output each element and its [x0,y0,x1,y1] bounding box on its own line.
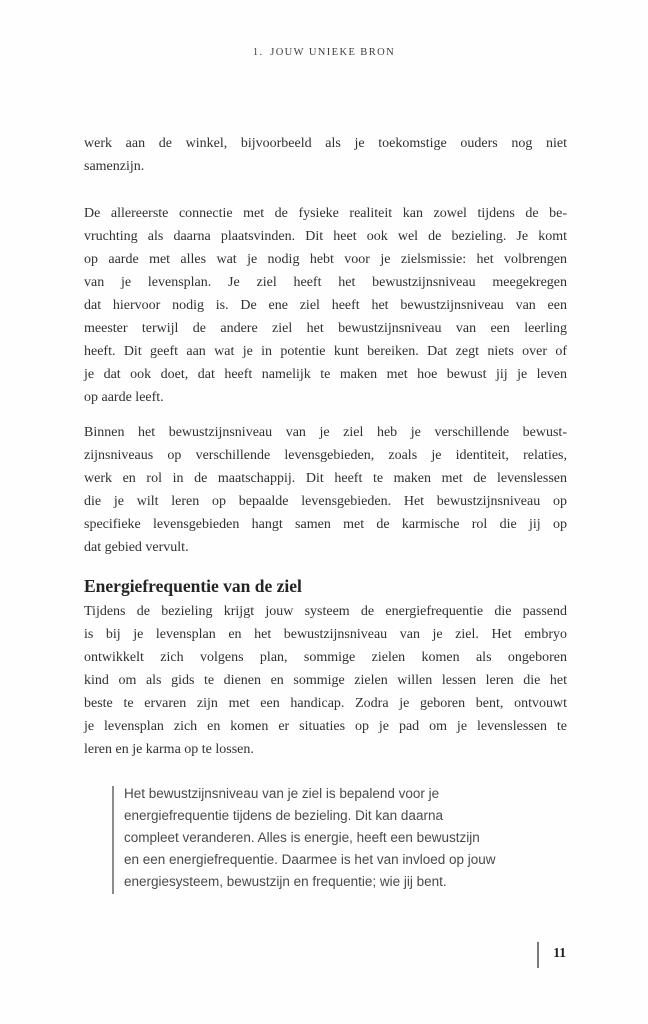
body-paragraph [84,600,567,761]
quote-rule [112,786,114,894]
text-line: van je levensplan. Je ziel heeft het bewustzijnsniveau meegekregen [84,275,567,290]
text-line: Tijdens de bezieling krijgt jouw systeem de energiefrequentie die passend [84,604,567,619]
text-line: Het bewustzijnsniveau van je ziel is bepalend voor je [124,786,440,801]
text-line: beste te ervaren zijn met een handicap. Zodra je geboren bent, ontvouwt [84,696,567,711]
section-heading: Energiefrequentie van de ziel [84,576,302,596]
text-line: meester terwijl de andere ziel het bewustzijnsniveau van een leerling [84,321,567,336]
footer-rule [537,942,539,968]
text-line: compleet veranderen. Alles is energie, heeft een bewustzijn [124,830,480,845]
text-line: en een energiefrequentie. Daarmee is het van invloed op jouw [124,852,496,867]
text-line: werk aan de winkel, bijvoorbeeld als je toekomstige ouders nog niet [84,136,567,151]
text-line: kind om als gids te dienen en sommige zielen willen lessen leren die het [84,673,567,688]
text-column [84,0,567,1024]
text-line: ontwikkelt zich volgens plan, sommige zielen komen als ongeboren [84,650,567,665]
text-line: energiesysteem, bewustzijn en frequentie; wie jij bent. [124,874,447,889]
text-line: leren en je karma op te lossen. [84,742,254,757]
text-line: op aarde leeft. [84,390,164,405]
text-line: energiefrequentie tijdens de bezieling. Dit kan daarna [124,808,443,823]
text-line: je dat ook doet, dat heeft namelijk te maken met hoe bewust jij je leven [84,367,567,382]
body-paragraph [84,132,567,178]
text-line: je levensplan zich en komen er situaties op je pad om je levenslessen te [84,719,567,734]
text-line: Binnen het bewustzijnsniveau van je ziel heb je verschillende bewust- [84,425,567,440]
text-line: is bij je levensplan en het bewustzijnsniveau van je ziel. Het embryo [84,627,567,642]
text-line: samenzijn. [84,159,145,174]
body-paragraph [84,421,567,559]
text-line: dat hiervoor nodig is. De ene ziel heeft het bewustzijnsniveau van een [84,298,567,313]
text-line: De allereerste connectie met de fysieke realiteit kan zowel tijdens de be- [84,206,567,221]
text-line: vruchting als daarna plaatsvinden. Dit heet ook wel de bezieling. Je komt [84,229,567,244]
pull-quote [112,783,532,893]
pull-quote-text [124,783,532,893]
body-paragraph [84,202,567,409]
text-line: heeft. Dit geeft aan wat je in potentie kunt bereiken. Dat zegt niets over of [84,344,567,359]
text-line: zijnsniveaus op verschillende levensgebieden, zoals je identiteit, relaties, [84,448,567,463]
running-header: 1. JOUW UNIEKE BRON [252,47,396,58]
text-line: werk en rol in de maatschappij. Dit heeft te maken met de levenslessen [84,471,567,486]
text-line: die je wilt leren op bepaalde levensgebieden. Het bewustzijnsniveau op [84,494,567,509]
text-line: specifieke levensgebieden hangt samen met de karmische rol die jij op [84,517,567,532]
page-number: 11 [553,945,566,960]
text-line: dat gebied vervult. [84,540,189,555]
text-line: op aarde met alles wat je nodig hebt voor je zielsmissie: het volbrengen [84,252,567,267]
